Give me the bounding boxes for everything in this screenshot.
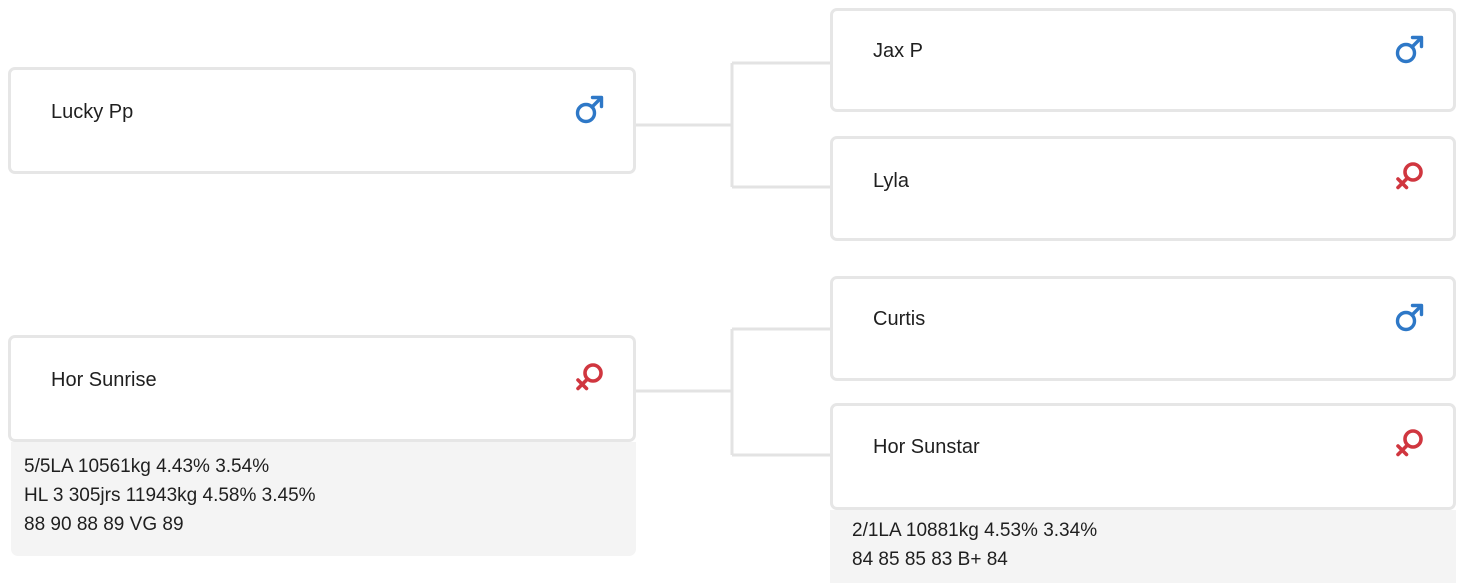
animal-card-sire-sire[interactable] [830,8,1456,112]
animal-name: Hor Sunstar [873,436,980,458]
animal-name: Hor Sunrise [51,369,157,391]
male-symbol-icon [573,92,607,126]
animal-info-dam-dam [830,510,1456,583]
animal-card-sire[interactable] [8,67,636,174]
animal-card-dam-dam[interactable] [830,403,1456,510]
animal-info-dam [11,442,636,556]
info-line: 2/1LA 10881kg 4.53% 3.34% [852,520,1098,541]
male-symbol-icon [1393,32,1427,66]
info-line: 88 90 88 89 VG 89 [24,514,184,535]
info-line: 5/5LA 10561kg 4.43% 3.54% [24,456,270,477]
animal-name: Curtis [873,308,926,330]
female-symbol-icon [1393,159,1427,193]
animal-card-dam[interactable] [8,335,636,442]
info-line: HL 3 305jrs 11943kg 4.58% 3.45% [24,485,316,506]
female-symbol-icon [573,360,607,394]
animal-name: Jax P [873,40,924,62]
animal-card-sire-dam[interactable] [830,136,1456,241]
animal-name: Lyla [873,170,909,192]
info-line: 84 85 85 83 B+ 84 [852,549,1008,570]
animal-card-dam-sire[interactable] [830,276,1456,381]
female-symbol-icon [1393,426,1427,460]
animal-name: Lucky Pp [51,101,134,123]
male-symbol-icon [1393,300,1427,334]
